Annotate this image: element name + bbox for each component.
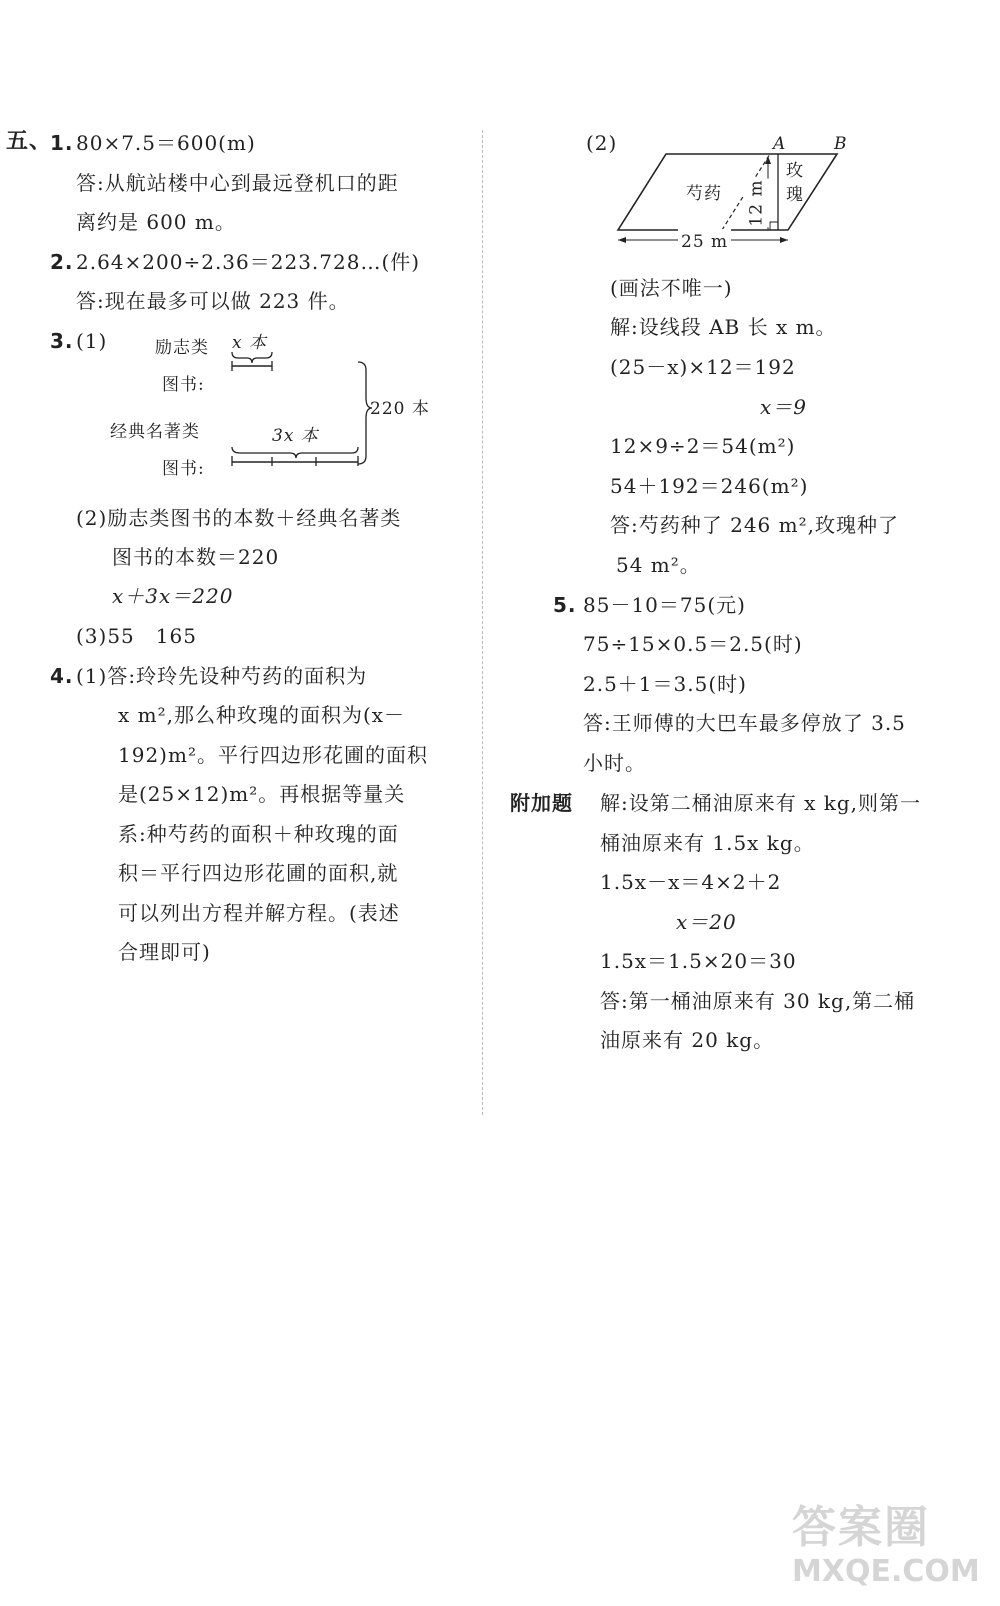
q4-line: 合理即可) (118, 940, 211, 964)
region-shaoyao-label: 芍药 (686, 184, 722, 204)
section-number: 五、 (6, 129, 53, 154)
solution-line: 54＋192＝246(m²) (610, 474, 809, 498)
q3-part2-line1: (2)励志类图书的本数＋经典名著类 (76, 506, 402, 530)
solution-line: x＝9 (760, 395, 808, 419)
q5-line: 答:王师傅的大巴车最多停放了 3.5 (583, 711, 906, 735)
parallelogram (618, 154, 837, 230)
q2-answer: 答:现在最多可以做 223 件。 (76, 289, 350, 313)
watermark-logo (792, 1502, 992, 1600)
height-label: 12 m (744, 178, 770, 227)
q4-line: 192)m²。平行四边形花圃的面积 (118, 743, 428, 767)
q4-line: 是(25×12)m²。再根据等量关 (118, 782, 406, 806)
bonus-line: 解:设第二桶油原来有 x kg,则第一 (600, 791, 922, 815)
q3-part2-equation: x＋3x＝220 (112, 584, 234, 608)
diagram-cat1-suffix: 图书: (162, 375, 205, 395)
watermark-url: MXQE.COM (792, 1554, 980, 1589)
q4-line: 可以列出方程并解方程。(表述 (118, 901, 400, 925)
bonus-line: 桶油原来有 1.5x kg。 (600, 831, 815, 855)
vertex-a-label: A (773, 134, 787, 154)
watermark-title: 答案圈 (792, 1502, 930, 1553)
q4-line: 系:种芍药的面积＋种玫瑰的面 (118, 822, 399, 846)
solution-line: 答:芍药种了 246 m²,玫瑰种了 (610, 513, 899, 537)
q5-line: 75÷15×0.5＝2.5(时) (583, 632, 803, 656)
q1-number: 1. (50, 131, 74, 155)
q4-part2-label: (2) (586, 131, 618, 155)
q3-part2-line2: 图书的本数＝220 (112, 545, 280, 569)
q2-number: 2. (50, 250, 74, 274)
q5-line: 85－10＝75(元) (583, 593, 746, 617)
bonus-line: 1.5x＝1.5×20＝30 (600, 949, 797, 973)
diagram-cat2-name: 经典名著类 (110, 422, 200, 442)
q4-number: 4. (50, 664, 74, 688)
diagram-seg1-label: x 本 (232, 333, 267, 353)
q5-line: 小时。 (583, 751, 646, 775)
bonus-label: 附加题 (510, 791, 573, 815)
solution-line: (画法不唯一) (610, 276, 733, 300)
q5-line: 2.5＋1＝3.5(时) (583, 672, 747, 696)
bonus-line: 答:第一桶油原来有 30 kg,第二桶 (600, 989, 916, 1013)
region-rose-label-2: 瑰 (786, 185, 804, 205)
solution-line: 54 m²。 (616, 553, 701, 577)
q4-line: x m²,那么种玫瑰的面积为(x－ (118, 703, 406, 727)
width-label: 25 m (678, 229, 731, 255)
region-rose-label-1: 玫 (786, 161, 804, 181)
solution-line: 12×9÷2＝54(m²) (610, 434, 796, 458)
q4-line: 积＝平行四边形花圃的面积,就 (118, 861, 399, 885)
q1-equation: 80×7.5＝600(m) (76, 131, 256, 155)
diagram-cat1-name: 励志类 (155, 338, 209, 358)
q1-answer-line2: 离约是 600 m。 (76, 210, 236, 234)
solution-line: 解:设线段 AB 长 x m。 (610, 315, 837, 339)
q3-number: 3. (50, 329, 74, 353)
q3-part3: (3)55 165 (76, 624, 197, 648)
bonus-line: 1.5x－x＝4×2＋2 (600, 870, 782, 894)
bonus-line: 油原来有 20 kg。 (600, 1028, 775, 1052)
diagram-seg2-label: 3x 本 (272, 426, 319, 446)
vertex-b-label: B (834, 134, 848, 154)
solution-line: (25－x)×12＝192 (610, 355, 796, 379)
diagram-total-label: 220 本 (370, 399, 430, 419)
diagram-cat2-suffix: 图书: (162, 459, 205, 479)
bonus-line: x＝20 (676, 910, 737, 934)
q5-number: 5. (553, 593, 577, 617)
q3-part1-label: (1) (76, 329, 108, 353)
q1-answer-line1: 答:从航站楼中心到最远登机口的距 (76, 171, 399, 195)
q4-line: (1)答:玲玲先设种芍药的面积为 (76, 664, 368, 688)
q2-equation: 2.64×200÷2.36＝223.728…(件) (76, 250, 421, 274)
